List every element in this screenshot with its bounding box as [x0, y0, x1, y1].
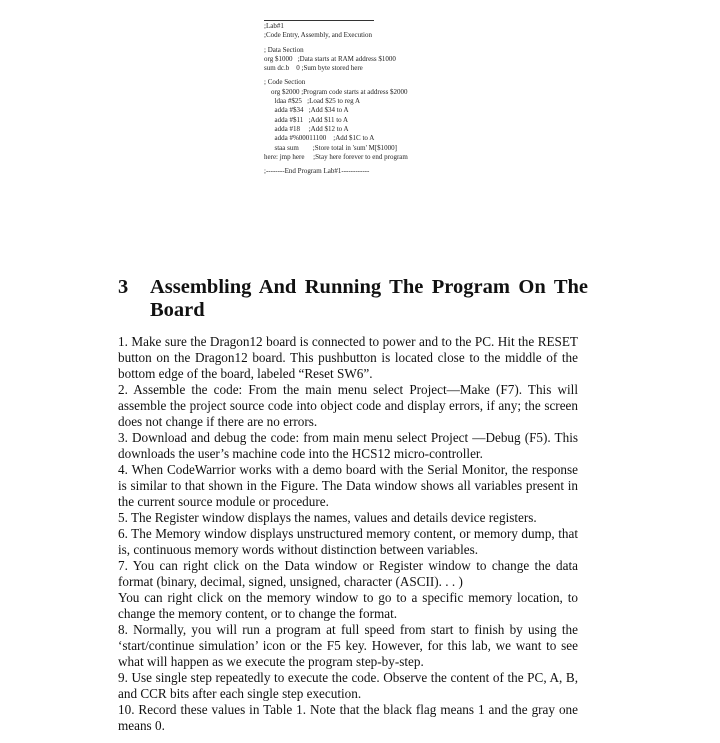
paragraph: 6. The Memory window displays unstructured memory content, or memory dump, that is, continuous memory words without distinction between variables. — [118, 526, 578, 557]
paragraph: 7. You can right click on the Data window or Register window to change the data format (binary, decimal, signed, unsigned, character (ASCII). . . ) — [118, 558, 578, 589]
code-line: adda #%00011100 ;Add $1C to A — [264, 134, 375, 143]
code-line: ;Code Entry, Assembly, and Execution — [264, 31, 372, 40]
paragraph: 2. Assemble the code: From the main menu select Project—Make (F7). This will assemble the project source code into object code and display errors, if any; the screen does not change if there are no errors. — [118, 382, 578, 429]
code-line: ; Data Section — [264, 45, 304, 54]
paragraph: 4. When CodeWarrior works with a demo board with the Serial Monitor, the response is similar to that shown in the Figure. The Data window shows all variables present in the current source module or procedure. — [118, 462, 578, 509]
paragraph: 3. Download and debug the code: from main menu select Project —Debug (F5). This downloads the user’s machine code into the HCS12 micro-controller. — [118, 430, 578, 461]
section-heading — [118, 276, 588, 322]
section-number: 3 — [118, 276, 129, 298]
paragraph: 1. Make sure the Dragon12 board is connected to power and to the PC. Hit the RESET button on the Dragon12 board. This pushbutton is located close to the middle of the bottom edge of the board, labeled “Reset SW6”. — [118, 334, 578, 381]
code-line: org $1000 ;Data starts at RAM address $1000 — [264, 54, 396, 63]
code-listing — [264, 16, 464, 176]
code-line: ; Code Section — [264, 78, 306, 87]
code-line: adda #$11 ;Add $11 to A — [264, 115, 349, 124]
code-line: adda #$34 ;Add $34 to A — [264, 106, 349, 115]
paragraph: 5. The Register window displays the names, values and details device registers. — [118, 510, 537, 525]
paragraph: 8. Normally, you will run a program at full speed from start to finish by using the ‘start/continue simulation’ icon or the F5 key. However, for this lab, we want to see what will happen as we execute the program step-by-step. — [118, 622, 578, 669]
section-body — [118, 334, 578, 734]
code-line: here: jmp here ;Stay here forever to end program — [264, 152, 408, 161]
code-header-rule — [264, 16, 374, 21]
code-line: sum dc.b 0 ;Sum byte stored here — [264, 64, 363, 73]
paragraph: You can right click on the memory window to go to a specific memory location, to change the memory content, or to change the format. — [118, 590, 578, 621]
code-end-line: ;--------End Program Lab#1------------ — [264, 167, 370, 176]
code-line: staa sum ;Store total in 'sum' M[$1000] — [264, 143, 397, 152]
paragraph: 9. Use single step repeatedly to execute the code. Observe the content of the PC, A, B, and CCR bits after each single step execution. — [118, 670, 578, 701]
paragraph: 10. Record these values in Table 1. Note that the black flag means 1 and the gray one means 0. — [118, 702, 578, 733]
code-line: ldaa #$25 ;Load $25 to reg A — [264, 97, 361, 106]
section-title: Assembling And Running The Program On The Board — [150, 276, 588, 321]
code-line: ;Lab#1 — [264, 22, 284, 30]
code-line: org $2000 ;Program code starts at address $2000 — [264, 87, 408, 96]
code-line: adda #18 ;Add $12 to A — [264, 124, 349, 133]
